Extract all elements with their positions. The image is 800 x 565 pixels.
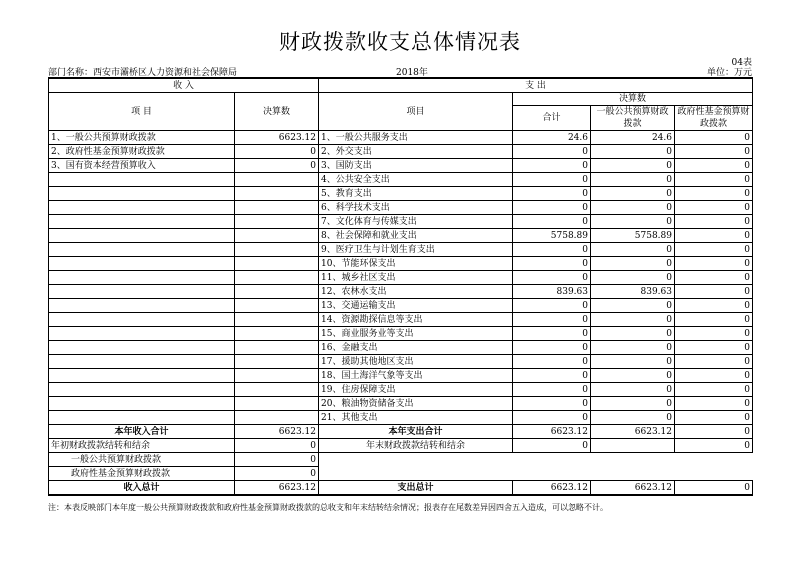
expense-fund-cell: 0 [675,299,753,313]
sub1-label: 一般公共预算财政拨款 [49,453,235,467]
expense-fund-cell: 0 [675,243,753,257]
expense-total-cell: 0 [513,397,591,411]
income-value-cell [235,341,319,355]
income-item-cell [49,243,235,257]
expense-item-cell: 21、其他支出 [319,411,513,425]
expense-general-cell: 839.63 [591,285,675,299]
table-row [49,285,753,299]
report-year: 2018年 [396,68,428,78]
income-value-cell [235,397,319,411]
carry-in-label: 年初财政拨款结转和结余 [49,439,235,453]
table-body [49,131,753,425]
expense-fund-cell: 0 [675,397,753,411]
table-row [49,411,753,425]
grand-income-value: 6623.12 [235,481,319,496]
table-row [49,327,753,341]
table-row [49,201,753,215]
general-budget-header: 一般公共预算财政拨款 [591,106,675,131]
table-row [49,229,753,243]
expense-fund-cell: 0 [675,187,753,201]
expense-item-cell: 1、一般公共服务支出 [319,131,513,145]
table-row [49,131,753,145]
income-item-cell [49,257,235,271]
expense-item-cell: 16、金融支出 [319,341,513,355]
expense-general-cell: 0 [591,215,675,229]
footnote: 注：本表反映部门本年度一般公共预算财政拨款和政府性基金预算财政拨款的总收支和年末结转结余情况；报表存在尾数差异因四舍五入造成，可以忽略不计。 [48,503,608,512]
table-row [49,257,753,271]
grand-income-label: 收入总计 [49,481,235,496]
expense-fund-cell: 0 [675,145,753,159]
annual-total-row [49,425,753,439]
grand-expense-value: 6623.12 [513,481,591,496]
income-value-cell [235,369,319,383]
table-row [49,383,753,397]
expense-general-cell: 0 [591,145,675,159]
expense-general-cell: 0 [591,159,675,173]
expense-item-cell: 6、科学技术支出 [319,201,513,215]
expense-total-cell: 0 [513,145,591,159]
table-row [49,355,753,369]
income-item-cell [49,215,235,229]
expense-general-cell: 0 [591,341,675,355]
carry-out-total: 0 [513,439,591,453]
expense-total-cell: 0 [513,187,591,201]
expense-total-cell: 0 [513,383,591,397]
income-value-cell [235,271,319,285]
income-value-cell: 0 [235,159,319,173]
expense-header: 支 出 [319,78,753,93]
expense-total-general: 6623.12 [591,425,675,439]
expense-total-label: 本年支出合计 [319,425,513,439]
income-total-value: 6623.12 [235,425,319,439]
expense-item-cell: 5、教育支出 [319,187,513,201]
grand-expense-general: 6623.12 [591,481,675,496]
income-item-cell [49,271,235,285]
expense-fund-cell: 0 [675,201,753,215]
expense-total-cell: 0 [513,299,591,313]
carry-out-fund: 0 [675,439,753,453]
summary-section [49,425,753,496]
expense-total-cell: 0 [513,271,591,285]
expense-general-cell: 24.6 [591,131,675,145]
expense-fund-cell: 0 [675,131,753,145]
expense-item-cell: 2、外交支出 [319,145,513,159]
expense-general-cell: 0 [591,173,675,187]
expense-item-cell: 11、城乡社区支出 [319,271,513,285]
table-row [49,173,753,187]
expense-total-cell: 0 [513,159,591,173]
expense-item-cell: 19、住房保障支出 [319,383,513,397]
table-row [49,313,753,327]
income-item-cell: 2、政府性基金预算财政拨款 [49,145,235,159]
gov-fund-header: 政府性基金预算财政拨款 [675,106,753,131]
income-item-cell: 3、国有资本经营预算收入 [49,159,235,173]
income-item-header: 项 目 [49,93,235,131]
expense-total-cell: 839.63 [513,285,591,299]
income-value-cell [235,313,319,327]
income-value-cell [235,187,319,201]
income-value-cell [235,299,319,313]
expense-general-cell: 0 [591,355,675,369]
expense-fund-cell: 0 [675,313,753,327]
table-row [49,187,753,201]
expense-general-cell: 0 [591,257,675,271]
expense-total-cell: 0 [513,243,591,257]
expense-total-fund: 0 [675,425,753,439]
expense-total-cell: 5758.89 [513,229,591,243]
expense-fund-cell: 0 [675,285,753,299]
income-value-cell [235,383,319,397]
income-item-cell [49,187,235,201]
income-header: 收 入 [49,78,319,93]
income-item-cell: 1、一般公共预算财政拨款 [49,131,235,145]
expense-total-cell: 0 [513,341,591,355]
income-item-cell [49,327,235,341]
income-value-cell [235,411,319,425]
expense-total-value: 6623.12 [513,425,591,439]
expense-item-cell: 7、文化体育与传媒支出 [319,215,513,229]
expense-fund-cell: 0 [675,383,753,397]
expense-fund-cell: 0 [675,411,753,425]
expense-fund-cell: 0 [675,271,753,285]
sub2-label: 政府性基金预算财政拨款 [49,467,235,481]
expense-total-cell: 0 [513,201,591,215]
expense-total-cell: 0 [513,173,591,187]
income-item-cell [49,201,235,215]
expense-item-cell: 17、援助其他地区支出 [319,355,513,369]
expense-general-cell: 0 [591,243,675,257]
sub-row-1 [49,453,753,467]
income-item-cell [49,285,235,299]
header-row-1 [49,78,753,93]
income-item-cell [49,173,235,187]
expense-general-cell: 0 [591,313,675,327]
income-item-cell [49,397,235,411]
income-value-cell: 0 [235,145,319,159]
expense-total-cell: 0 [513,327,591,341]
unit-label: 单位：万元 [706,68,752,78]
income-value-cell [235,201,319,215]
expense-fund-cell: 0 [675,369,753,383]
expense-general-cell: 0 [591,369,675,383]
expense-general-cell: 5758.89 [591,229,675,243]
income-value-cell [235,257,319,271]
income-value-cell [235,173,319,187]
expense-item-cell: 3、国防支出 [319,159,513,173]
grand-expense-fund: 0 [675,481,753,496]
expense-fund-cell: 0 [675,173,753,187]
expense-item-header: 项目 [319,93,513,131]
carry-in-value: 0 [235,439,319,453]
income-value-cell: 6623.12 [235,131,319,145]
table-row [49,299,753,313]
expense-general-cell: 0 [591,271,675,285]
expense-fund-cell: 0 [675,327,753,341]
expense-amount-header: 决算数 [513,93,753,106]
blank-area [319,453,753,481]
income-item-cell [49,369,235,383]
table-row [49,369,753,383]
income-value-cell [235,285,319,299]
expense-item-cell: 18、国土海洋气象等支出 [319,369,513,383]
expense-item-cell: 14、资源勘探信息等支出 [319,313,513,327]
expense-item-cell: 20、粮油物资储备支出 [319,397,513,411]
expense-general-cell: 0 [591,397,675,411]
table-row [49,271,753,285]
carry-row [49,439,753,453]
table-row [49,341,753,355]
department-name: 部门名称：西安市灞桥区人力资源和社会保障局 [48,68,238,78]
expense-fund-cell: 0 [675,355,753,369]
expense-general-cell: 0 [591,187,675,201]
table-row [49,215,753,229]
income-item-cell [49,383,235,397]
sub1-value: 0 [235,453,319,467]
expense-item-cell: 8、社会保障和就业支出 [319,229,513,243]
header-row-2 [49,93,753,106]
income-value-cell [235,243,319,257]
table-row [49,397,753,411]
income-amount-header: 决算数 [235,93,319,131]
income-total-label: 本年收入合计 [49,425,235,439]
expense-fund-cell: 0 [675,229,753,243]
expense-general-cell: 0 [591,383,675,397]
table-row [49,145,753,159]
income-value-cell [235,215,319,229]
income-item-cell [49,313,235,327]
expense-fund-cell: 0 [675,159,753,173]
income-value-cell [235,355,319,369]
income-item-cell [49,411,235,425]
grand-expense-label: 支出总计 [319,481,513,496]
income-item-cell [49,355,235,369]
expense-total-cell: 0 [513,369,591,383]
table-row [49,159,753,173]
income-value-cell [235,327,319,341]
income-item-cell [49,299,235,313]
carry-out-general [591,439,675,453]
report-meta [48,65,752,76]
expense-item-cell: 10、节能环保支出 [319,257,513,271]
expense-fund-cell: 0 [675,215,753,229]
expense-item-cell: 13、交通运输支出 [319,299,513,313]
expense-total-cell: 24.6 [513,131,591,145]
income-item-cell [49,341,235,355]
report-title: 财政拨款收支总体情况表 [279,30,521,54]
income-value-cell [235,229,319,243]
expense-item-cell: 12、农林水支出 [319,285,513,299]
expense-item-cell: 15、商业服务业等支出 [319,327,513,341]
expense-item-cell: 9、医疗卫生与计划生育支出 [319,243,513,257]
carry-out-label: 年末财政拨款结转和结余 [319,439,513,453]
expense-fund-cell: 0 [675,341,753,355]
finance-table [48,77,753,496]
table-row [49,243,753,257]
expense-total-cell: 0 [513,313,591,327]
grand-total-row [49,481,753,496]
expense-item-cell: 4、公共安全支出 [319,173,513,187]
expense-total-cell: 0 [513,355,591,369]
expense-total-cell: 0 [513,411,591,425]
income-item-cell [49,229,235,243]
form-number: 04表 [731,58,752,68]
expense-fund-cell: 0 [675,257,753,271]
expense-general-cell: 0 [591,201,675,215]
sub2-value: 0 [235,467,319,481]
expense-total-cell: 0 [513,257,591,271]
expense-general-cell: 0 [591,299,675,313]
total-header: 合计 [513,106,591,131]
expense-general-cell: 0 [591,411,675,425]
expense-general-cell: 0 [591,327,675,341]
expense-total-cell: 0 [513,215,591,229]
